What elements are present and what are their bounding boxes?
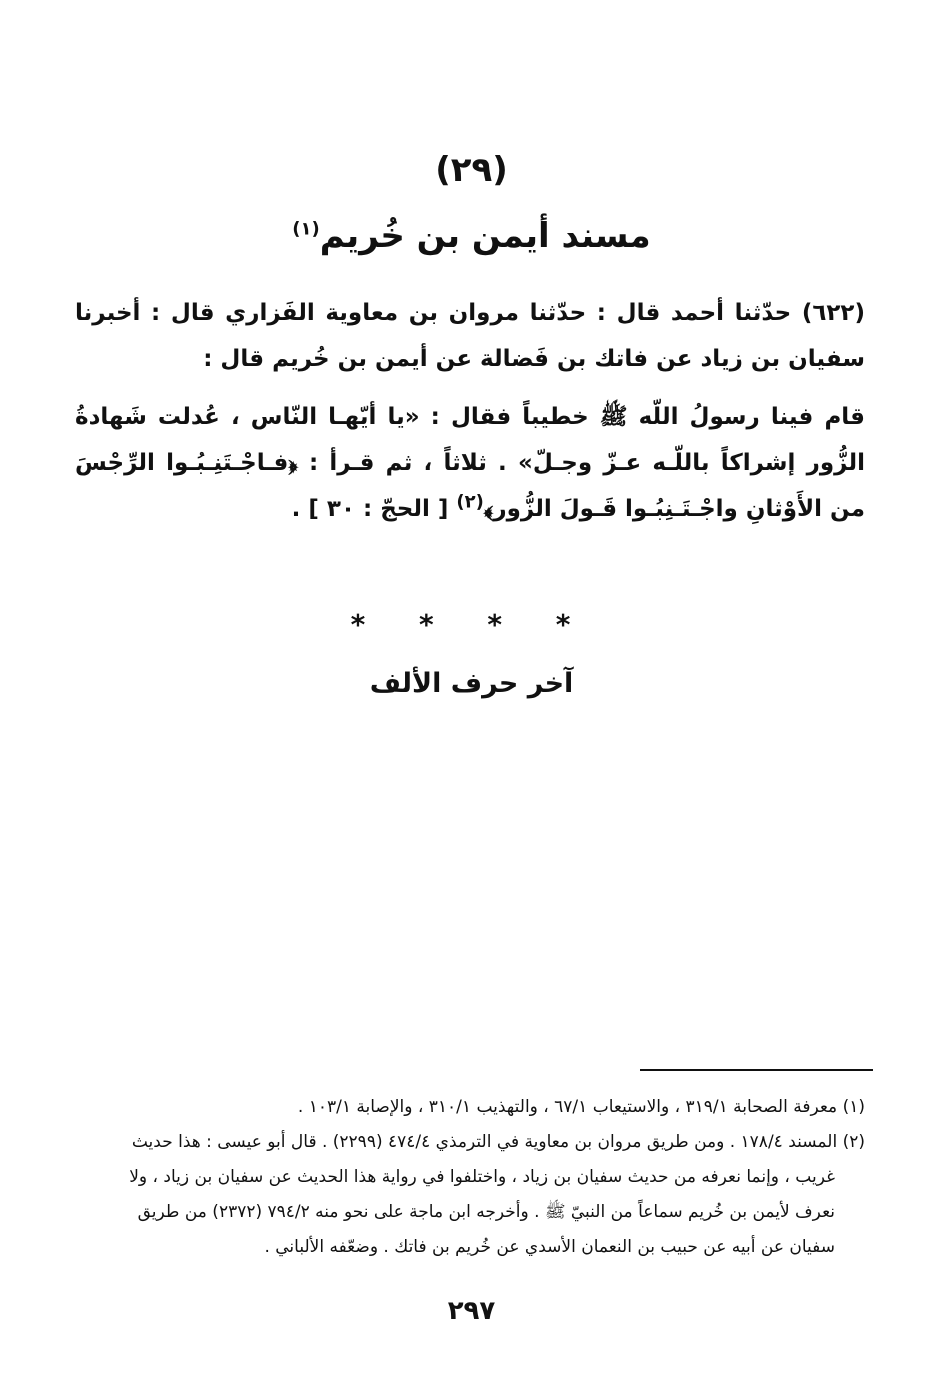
footnote-line: غريب ، وإنما نعرفه من حديث سفيان بن زياد ، واختلفوا في رواية هذا الحديث عن سفيان بن زياد ، ولا — [129, 1167, 835, 1187]
footnote-item — [75, 1125, 865, 1160]
footnote-text: معرفة الصحابة ٣١٩/١ ، والاستيعاب ٦٧/١ ، والتهذيب ٣١٠/١ ، والإصابة ١٠٣/١ . — [297, 1097, 838, 1117]
chapter-title — [0, 216, 943, 256]
footnote-reference[interactable]: (١) — [292, 218, 320, 240]
footnote-line: نعرف لأيمن بن خُريم سماعاً من النبيّ ﷺ . وأخرجه ابن ماجة على نحو منه ٧٩٤/٢ (٢٣٧٢) من طريق — [137, 1202, 835, 1222]
footnote-divider — [640, 1069, 873, 1071]
hadith-number: (٦٢٢) — [801, 300, 865, 326]
footnote-reference[interactable]: (٢) — [456, 491, 484, 513]
footnotes — [75, 1090, 865, 1265]
chapter-title-text: مسند أيمن بن خُريم — [319, 216, 651, 256]
footnote-line: المسند ١٧٨/٤ . ومن طريق مروان بن معاوية في الترمذي ٤٧٤/٤ (٢٢٩٩) . قال أبو عيسى : هذا حديث — [131, 1132, 838, 1152]
footnote-label: (١) — [842, 1097, 865, 1117]
hadith-isnad-paragraph — [75, 290, 865, 382]
footnote-label: (٢) — [842, 1132, 865, 1152]
hadith-body — [75, 290, 865, 532]
hadith-matn: قام فينا رسولُ اللّه ﷺ خطيباً فقال : «يا أيّهـا النّاس ، عُدلت شَهادةُ الزُّور إشراكاً باللّـه عـزّ وجـلّ» . ثلاثاً ، ثم قـرأ : — [75, 404, 865, 476]
quran-verse: ﴿فـاجْـتَنِـبُـوا الرِّجْسَ من الأَوْثانِ واجْـتَـنِبُـوا قَـولَ الزُّور﴾ — [75, 450, 865, 522]
page-number: ٢٩٧ — [447, 1296, 496, 1326]
hadith-matn-paragraph — [75, 394, 865, 532]
section-separator: * * * * — [350, 608, 593, 641]
hadith-isnad: حدّثنا أحمد قال : حدّثنا مروان بن معاوية الفَزاري قال : أخبرنا سفيان بن زياد عن فاتك بن فَضالة عن أيمن بن خُريم قال : — [75, 300, 865, 372]
footnote-line: سفيان عن أبيه عن حبيب بن النعمان الأسدي عن خُريم بن فاتك . وضعّفه الألباني . — [264, 1237, 835, 1257]
verse-citation: [ الحجّ : ٣٠ ] . — [291, 496, 449, 522]
footnote-item — [75, 1090, 865, 1125]
end-of-letter-heading: آخر حرف الألف — [369, 668, 574, 699]
chapter-number: (٢٩) — [435, 150, 508, 190]
